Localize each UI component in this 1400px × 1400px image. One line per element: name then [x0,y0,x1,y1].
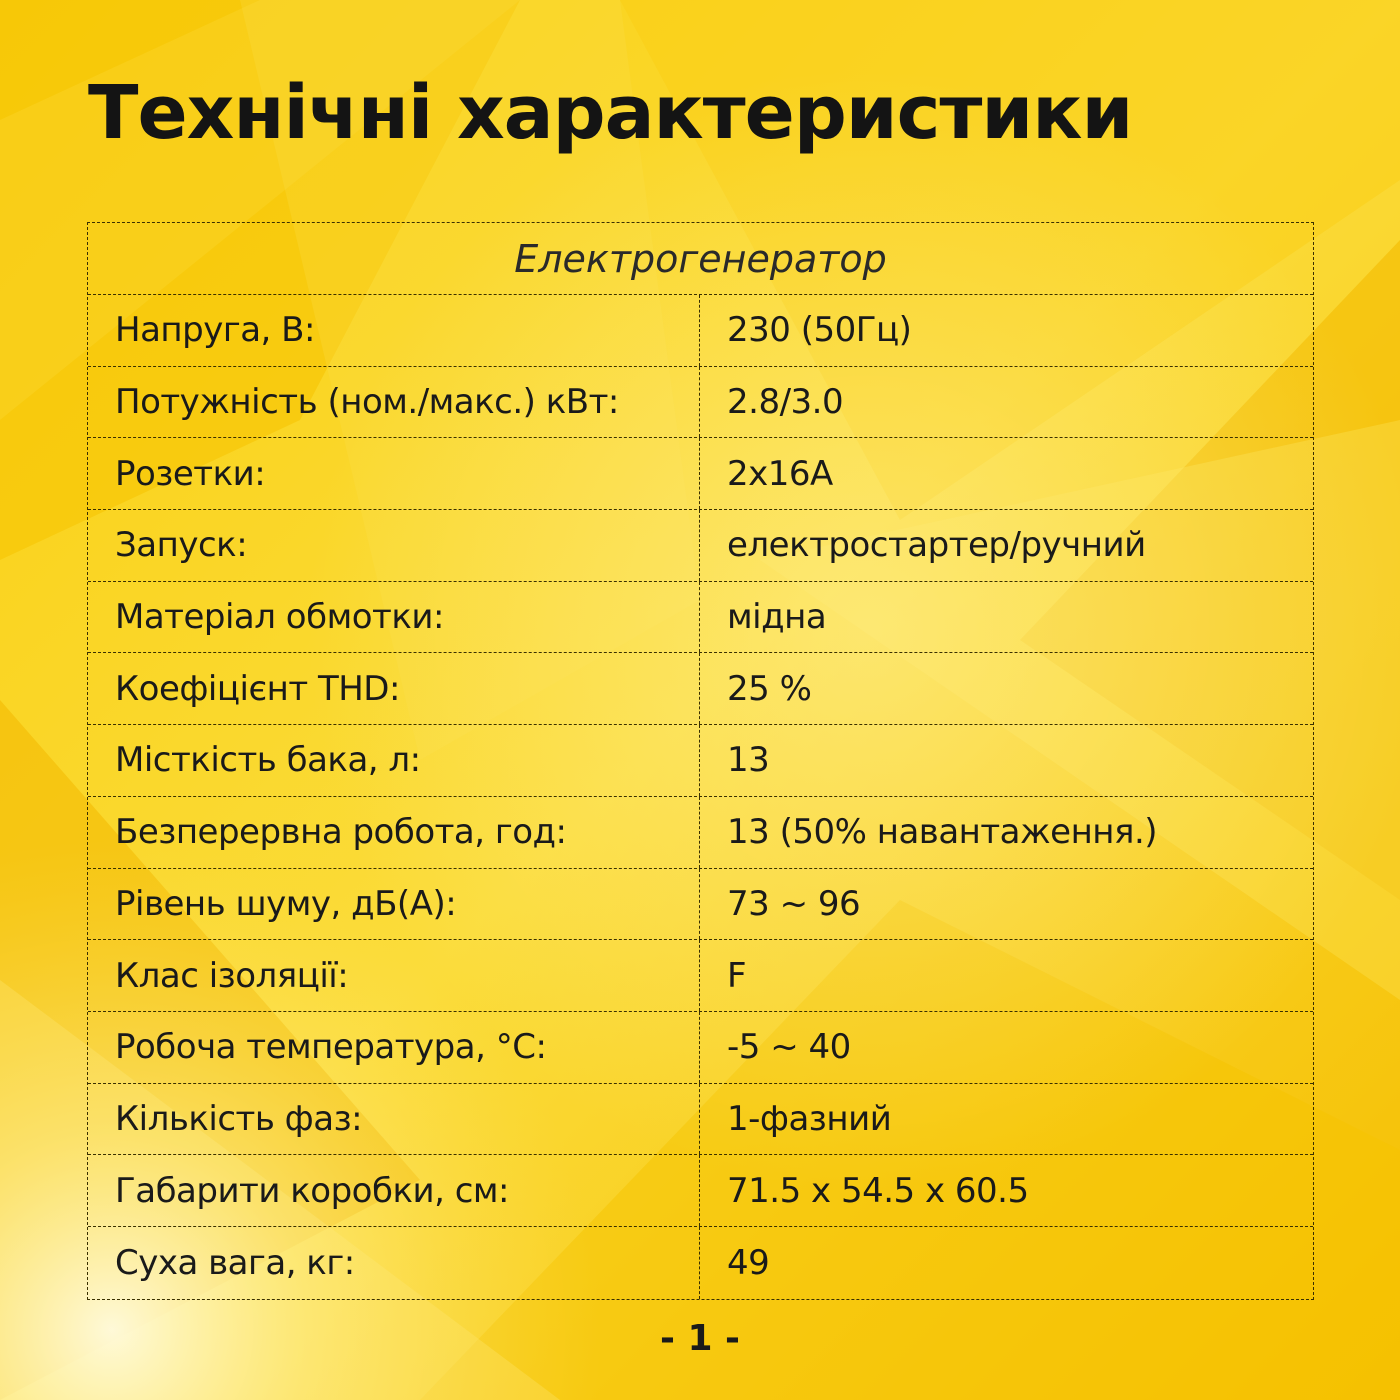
row-value: 230 (50Гц) [727,310,912,351]
row-value: 25 % [727,668,812,709]
table-row [88,869,1313,941]
row-label: Потужність (ном./макс.) кВт: [88,367,700,438]
table-row [88,438,1313,510]
table-row [88,1084,1313,1156]
row-value: F [727,955,747,996]
row-label: Місткість бака, л: [88,725,700,796]
row-value: 1-фазний [727,1098,892,1139]
row-label: Розетки: [88,438,700,509]
table-row [88,653,1313,725]
row-label: Запуск: [88,510,700,581]
table-row [88,582,1313,654]
row-value: мідна [727,597,827,638]
row-label: Габарити коробки, см: [88,1155,700,1226]
row-value: 73 ~ 96 [727,883,861,924]
row-value: 71.5 х 54.5 х 60.5 [727,1170,1029,1211]
row-value: 2х16А [727,453,833,494]
table-row [88,1155,1313,1227]
table-row [88,367,1313,439]
row-value: 13 [727,740,770,781]
spec-table [87,222,1314,1300]
table-row [88,940,1313,1012]
table-row [88,295,1313,367]
row-label: Коефіцієнт THD: [88,653,700,724]
row-value: -5 ~ 40 [727,1027,851,1068]
table-row [88,510,1313,582]
row-value: електростартер/ручний [727,525,1146,566]
row-label: Безперервна робота, год: [88,797,700,868]
row-label: Напруга, В: [88,295,700,366]
row-label: Суха вага, кг: [88,1227,700,1299]
table-row [88,725,1313,797]
table-row [88,1227,1313,1299]
table-header: Електрогенератор [88,223,1313,295]
row-value: 2.8/3.0 [727,382,844,423]
table-row [88,1012,1313,1084]
row-label: Робоча температура, °С: [88,1012,700,1083]
table-row [88,797,1313,869]
row-label: Рівень шуму, дБ(А): [88,869,700,940]
row-label: Матеріал обмотки: [88,582,700,653]
row-value: 13 (50% навантаження.) [727,812,1158,853]
row-label: Кількість фаз: [88,1084,700,1155]
page-title: Технічні характеристики [88,70,1133,156]
row-value: 49 [727,1242,770,1283]
row-label: Клас ізоляції: [88,940,700,1011]
page-number: - 1 - [660,1318,740,1359]
